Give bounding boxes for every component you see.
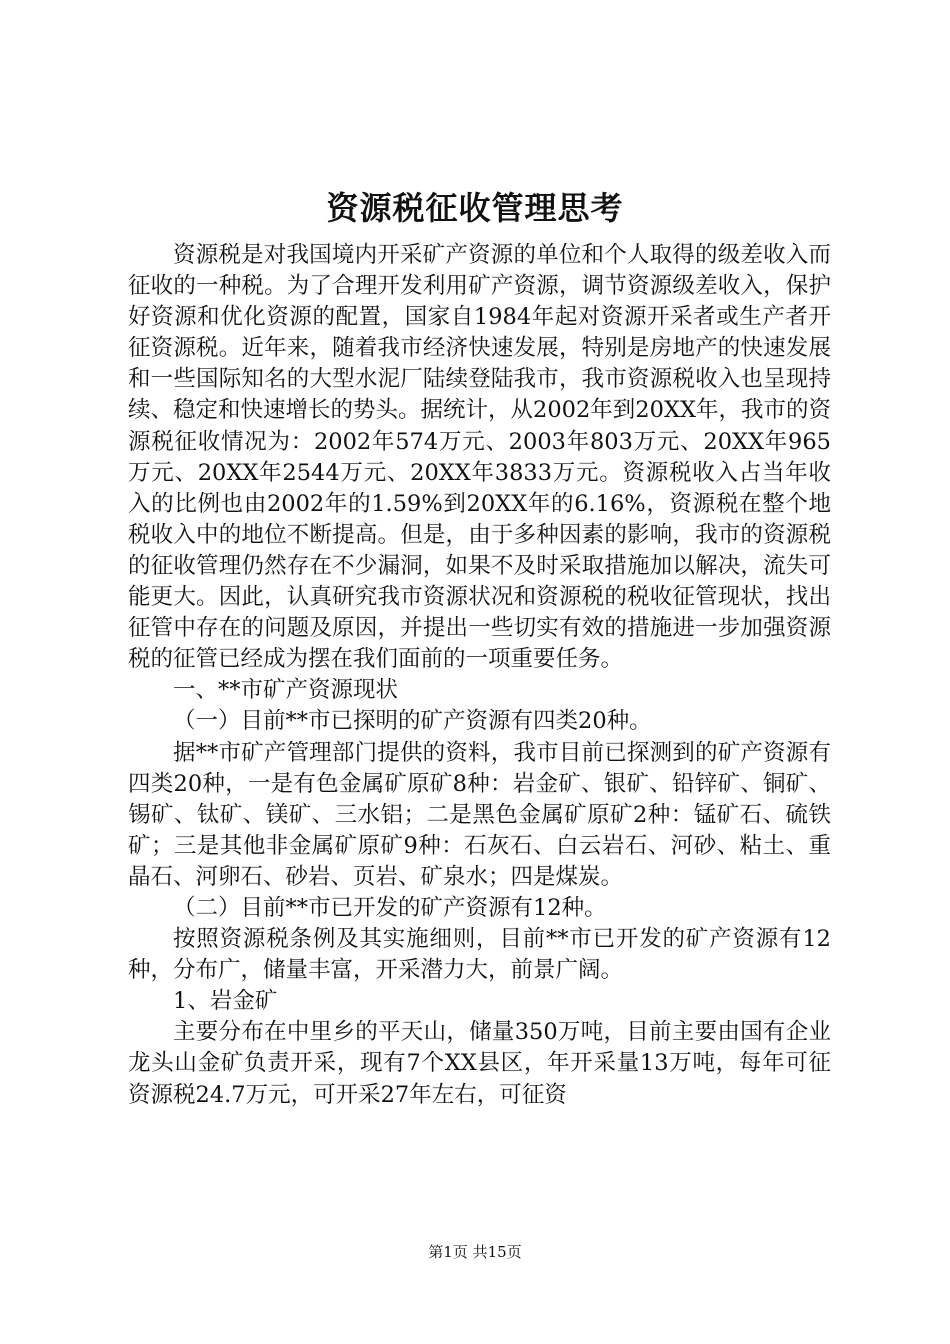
item-heading-gold: 1、岩金矿	[173, 988, 278, 1015]
page-number: 第1页 共15页	[428, 1243, 522, 1261]
paragraph-intro: 资源税是对我国境内开采矿产资源的单位和个人取得的级差收入而征收的一种税。为了合理开发利用矿产资源，调节资源级差收入，保护好资源和优化资源的配置，国家自1984年起对资源开采者或生产者开征资源税。近年来，随着我市经济快速发展，特别是房地产的快速发展和一些国际知名的大型水泥厂陆续登陆我市，我市资源税收入也呈现持续、稳定和快速增长的势头。据统计，从2002年到20XX年，我市的资源税征收情况为：2002年574万元、2003年803万元、20XX年965万元、20XX年2544万元、20XX年3833万元。资源税收入占当年收入的比例也由2002年的1.59%到20XX年的6.16%，资源税在整个地税收入中的地位不断提高。但是，由于多种因素的影响，我市的资源税的征收管理仍然存在不少漏洞，如果不及时采取措施加以解决，流失可能更大。因此，认真研究我市资源状况和资源税的税收征管现状，找出征管中存在的问题及原因，并提出一些切实有效的措施进一步加强资源税的征管已经成为摆在我们面前的一项重要任务。	[128, 242, 831, 673]
paragraph-resources-developed: 按照资源税条例及其实施细则，目前**市已开发的矿产资源有12种，分布广，储量丰富，开采潜力大，前景广阔。	[128, 926, 831, 984]
page-title: 资源税征收管理思考	[326, 189, 624, 227]
paragraph-resources-found: 据**市矿产管理部门提供的资料，我市目前已探测到的矿产资源有四类20种，一是有色金属矿原矿8种：岩金矿、银矿、铅锌矿、铜矿、锡矿、钛矿、镁矿、三水铝；二是黑色金属矿原矿2种：锰矿石、硫铁矿；三是其他非金属矿原矿9种：石灰石、白云岩石、河砂、粘土、重晶石、河卵石、砂岩、页岩、矿泉水；四是煤炭。	[128, 739, 831, 890]
document-body	[128, 240, 831, 1111]
subsection-heading-2: （二）目前**市已开发的矿产资源有12种。	[173, 894, 607, 921]
paragraph-gold: 主要分布在中里乡的平天山，储量350万吨，目前主要由国有企业龙头山金矿负责开采，现有7个XX县区，年开采量13万吨，每年可征资源税24.7万元，可开采27年左右，可征资	[128, 1019, 831, 1108]
subsection-heading-1: （一）目前**市已探明的矿产资源有四类20种。	[173, 708, 652, 735]
section-heading-1: 一、**市矿产资源现状	[173, 677, 399, 704]
